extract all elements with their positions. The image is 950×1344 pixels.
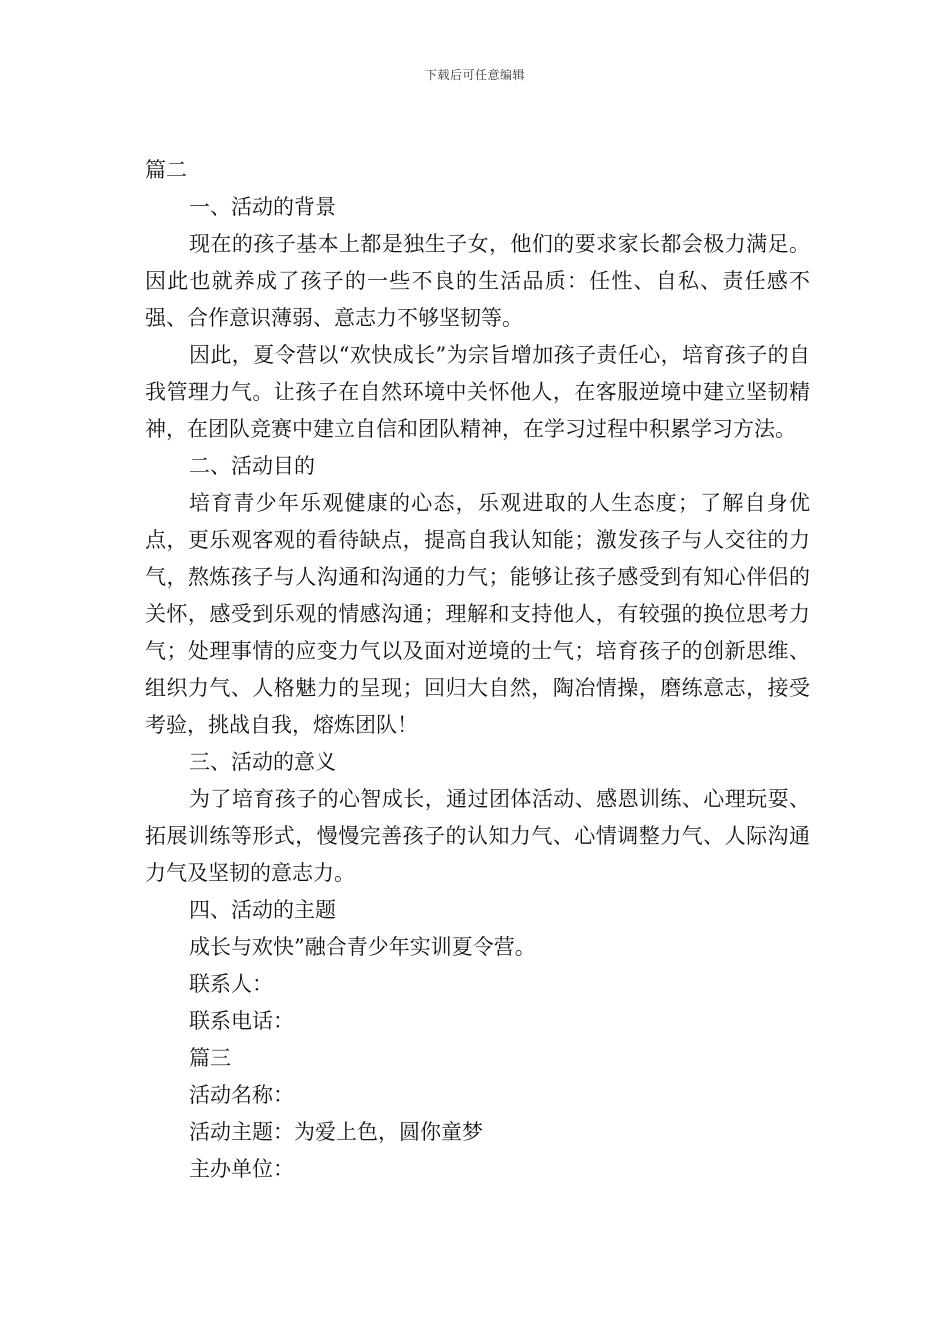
activity-theme-line: 活动主题：为爱上色，圆你童梦: [189, 1120, 483, 1144]
paragraph-significance: 为了培育孩子的心智成长，通过团体活动、感恩训练、心理玩耍、拓展训练等形式，慢慢完善孩子的认知力气、心情调整力气、人际沟通力气及坚韧的意志力。: [145, 787, 810, 885]
heading-theme: 四、活动的主题: [189, 898, 336, 922]
organizer-label: 主办单位：: [189, 1157, 294, 1181]
paragraph-background-2: 因此，夏令营以“欢快成长”为宗旨增加孩子责任心，培育孩子的自我管理力气。让孩子在自然环境中关怀他人，在客服逆境中建立坚韧精神，在团队竞赛中建立自信和团队精神，在学习过程中积累学习方法。: [145, 343, 810, 441]
section-title-2: 篇二: [145, 158, 187, 182]
paragraph-purpose: 培育青少年乐观健康的心态，乐观进取的人生态度；了解自身优点，更乐观客观的看待缺点，提高自我认知能；激发孩子与人交往的力气，熬炼孩子与人沟通和沟通的力气；能够让孩子感受到有知心伴侣的关怀，感受到乐观的情感沟通；理解和支持他人，有较强的换位思考力气；处理事情的应变力气以及面对逆境的士气；培育孩子的创新思维、组织力气、人格魅力的呈现；回归大自然，陶冶情操，磨练意志，接受考验，挑战自我，熔炼团队！: [145, 491, 810, 737]
section-title-3: 篇三: [189, 1046, 231, 1070]
activity-name-label: 活动名称：: [189, 1083, 294, 1107]
paragraph-background-1: 现在的孩子基本上都是独生子女，他们的要求家长都会极力满足。因此也就养成了孩子的一些不良的生活品质：任性、自私、责任感不强、合作意识薄弱、意志力不够坚韧等。: [145, 232, 810, 330]
page-header-note: 下载后可任意编辑: [424, 68, 525, 82]
paragraph-theme: 成长与欢快”融合青少年实训夏令营。: [189, 935, 536, 959]
heading-purpose: 二、活动目的: [189, 454, 315, 478]
document-body: [145, 152, 810, 1188]
contact-person-label: 联系人：: [189, 972, 273, 996]
heading-significance: 三、活动的意义: [189, 750, 336, 774]
contact-phone-label: 联系电话：: [189, 1009, 294, 1033]
heading-background: 一、活动的背景: [189, 195, 336, 219]
